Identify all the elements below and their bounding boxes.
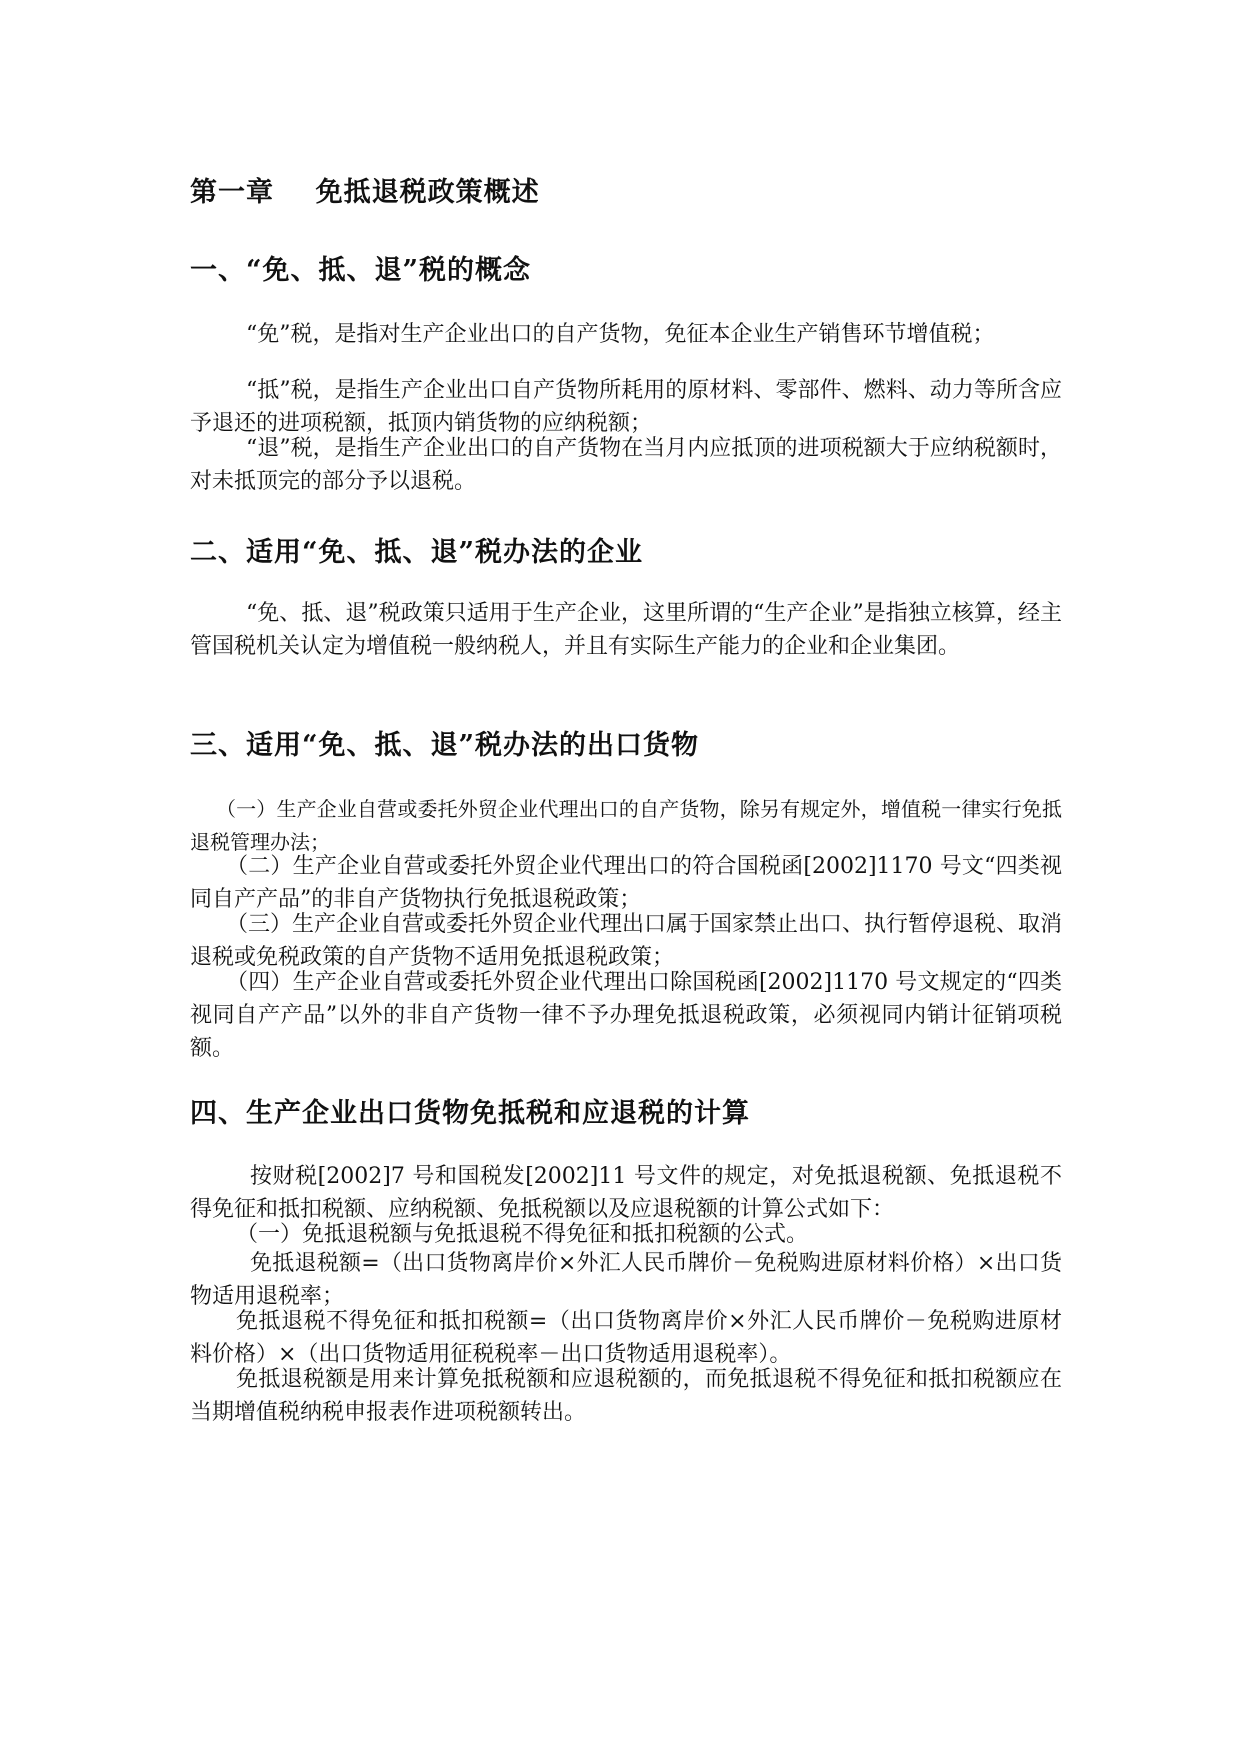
paragraph: “退”税，是指生产企业出口的自产货物在当月内应抵顶的进项税额大于应纳税额时，对未抵顶完的部分予以退税。: [190, 436, 1062, 494]
paragraph: “免、抵、退”税政策只适用于生产企业，这里所谓的“生产企业”是指独立核算，经主管国税机关认定为增值税一般纳税人，并且有实际生产能力的企业和企业集团。: [190, 601, 1062, 659]
section-heading-1: 一、“免、抵、退”税的概念: [190, 255, 532, 286]
chapter-title: 第一章 免抵退税政策概述: [190, 177, 540, 208]
paragraph: （四）生产企业自营或委托外贸企业代理出口除国税函[2002]1170 号文规定的“四类视同自产产品”以外的非自产货物一律不予办理免抵退税政策，必须视同内销计征销项税额。: [190, 970, 1062, 1061]
paragraph: “抵”税，是指生产企业出口自产货物所耗用的原材料、零部件、燃料、动力等所含应予退还的进项税额，抵顶内销货物的应纳税额；: [190, 378, 1062, 436]
section-heading-4: 四、生产企业出口货物免抵税和应退税的计算: [190, 1098, 750, 1129]
paragraph: （一）生产企业自营或委托外贸企业代理出口的自产货物，除另有规定外，增值税一律实行免抵退税管理办法；: [190, 797, 1062, 854]
paragraph: 免抵退税额是用来计算免抵税额和应退税额的，而免抵退税不得免征和抵扣税额应在当期增值税纳税申报表作进项税额转出。: [190, 1367, 1062, 1425]
section-heading-3: 三、适用“免、抵、退”税办法的出口货物: [190, 730, 700, 761]
paragraph: （一）免抵退税额与免抵退税不得免征和抵扣税额的公式。: [236, 1222, 809, 1247]
paragraph: （三）生产企业自营或委托外贸企业代理出口属于国家禁止出口、执行暂停退税、取消退税或免税政策的自产货物不适用免抵退税政策；: [190, 912, 1063, 970]
paragraph: 免抵退税额=（出口货物离岸价×外汇人民币牌价－免税购进原材料价格）×出口货物适用退税率；: [190, 1251, 1062, 1309]
paragraph: （二）生产企业自营或委托外贸企业代理出口的符合国税函[2002]1170 号文“四类视同自产产品”的非自产货物执行免抵退税政策；: [190, 854, 1062, 912]
paragraph: 按财税[2002]7 号和国税发[2002]11 号文件的规定，对免抵退税额、免抵退税不得免征和抵扣税额、应纳税额、免抵税额以及应退税额的计算公式如下：: [190, 1164, 1062, 1222]
paragraph: 免抵退税不得免征和抵扣税额=（出口货物离岸价×外汇人民币牌价－免税购进原材料价格）×（出口货物适用征税税率－出口货物适用退税率）。: [190, 1309, 1062, 1367]
paragraph: “免”税，是指对生产企业出口的自产货物，免征本企业生产销售环节增值税；: [246, 322, 995, 347]
section-heading-2: 二、适用“免、抵、退”税办法的企业: [190, 537, 644, 568]
